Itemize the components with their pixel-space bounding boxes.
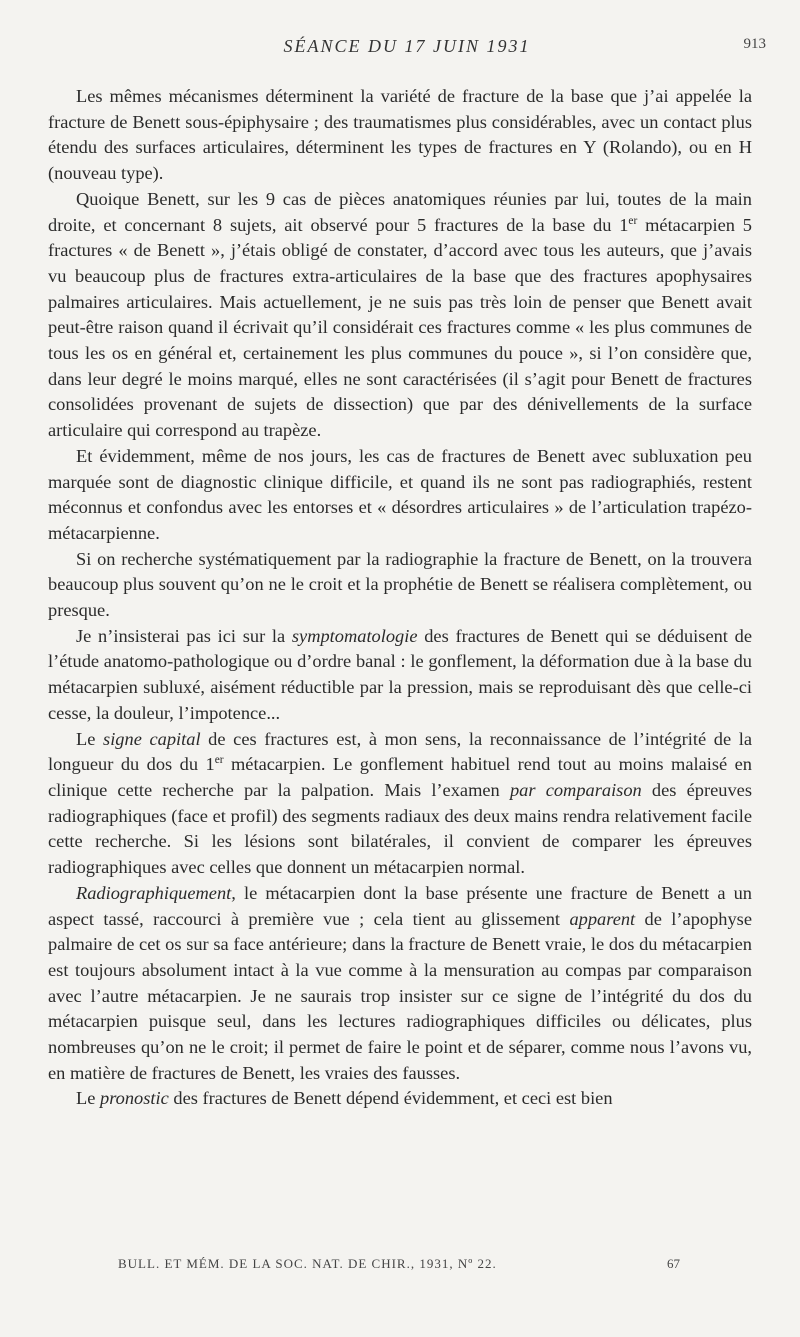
text-run: le métacarpien dont la base présente une fracture de Benett a un aspect tassé, raccourci à première vue ; cela tient au glissement — [48, 882, 752, 929]
italic-text: par comparaison — [509, 779, 642, 800]
text-run: Le — [76, 1088, 100, 1109]
superscript-text: er — [628, 214, 638, 227]
italic-text: pronostic — [100, 1088, 169, 1109]
text-run: Je n’insisterai pas ici sur la — [76, 625, 292, 646]
text-run: de ces fractures est, à mon sens, la reconnaissance de l’intégrité de la longueur du dos du 1 — [48, 728, 753, 775]
text-run: des fractures de Benett dépend évidemment, et ceci est bien — [168, 1088, 613, 1109]
text-run: Le — [76, 728, 104, 749]
paragraph — [48, 84, 752, 187]
paragraph — [48, 187, 752, 444]
body-text — [48, 84, 752, 1112]
footer-journal-reference: BULL. ET MÉM. DE LA SOC. NAT. DE CHIR., 1931, Nº 22. — [118, 1256, 497, 1271]
text-run: Si on recherche systématiquement par la radiographie la fracture de Benett, on la trouvera beaucoup plus souvent qu’on ne le croit et la prophétie de Benett se réalisera complètement, ou presque. — [48, 548, 752, 621]
text-run: de l’apophyse palmaire de cet os sur sa face antérieure; dans la fracture de Benett vraie, le dos du métacarpien est toujours absolument intact à la vue comme à la mensuration au compas par comparaison avec l’autre métacarpien. Je ne saurais trop insister sur ce signe de l’intégrité du dos du métacarpien puisque seul, dans les lectures radiographiques difficiles ou délicates, plus nombreuses qu’on ne le croit; il permet de faire le point et de séparer, comme nous l’avons vu, en matière de fractures de Benett, les vraies des fausses. — [48, 908, 752, 1083]
header-title: SÉANCE DU 17 JUIN 1931 — [283, 36, 531, 56]
paragraph — [48, 444, 752, 547]
page-footer — [118, 1256, 680, 1278]
italic-text: symptomatologie — [291, 625, 418, 646]
text-run: des épreuves radiographiques (face et profil) des segments radiaux des deux mains rendra relativement facile cette recherche. Si les lésions sont bilatérales, il convient de comparer les épreuves radiographiques avec celles que donnent un métacarpien normal. — [48, 779, 752, 878]
italic-text: signe capital — [103, 728, 201, 749]
page-number: 913 — [743, 36, 766, 52]
paragraph — [48, 547, 752, 624]
text-run: métacarpien 5 fractures « de Benett », j’étais obligé de constater, d’accord avec tous les auteurs, que j’avais vu beaucoup plus de fractures extra-articulaires de la base que des fractures apophysaires palmaires articulaires. Mais actuellement, je ne suis pas très loin de penser que Benett avait peut-être raison quand il écrivait qu’il considérait ces fractures comme « les plus communes de tous les os en général et, certainement les plus communes du pouce », si l’on considère que, dans leur degré le moins marqué, elles ne sont caractérisées (il s’agit pour Benett de fractures consolidées provenant de sujets de dissection) que par des dénivellements de la surface articulaire qui correspond au trapèze. — [48, 214, 752, 441]
text-run: Les mêmes mécanismes déterminent la variété de fracture de la base que j’ai appelée la fracture de Benett sous-épiphysaire ; des traumatismes plus considérables, avec un contact plus étendu des surfaces articulaires, déterminent les types de fractures en Y (Rolando), ou en H (nouveau type). — [48, 86, 752, 184]
text-run: Et évidemment, même de nos jours, les cas de fractures de Benett avec subluxation peu marquée sont de diagnostic clinique difficile, et quand ils ne sont pas radiographiés, restent méconnus et confondus avec les entorses et « désordres articulaires » de l’articulation trapézo-métacarpienne. — [48, 445, 752, 543]
text-run: des fractures de Benett qui se déduisent de l’étude anatomo-pathologique ou d’ordre banal : le gonflement, la déformation due à la base du métacarpien subluxé, aisément réductible par la pression, mais se reproduisant dès que celle-ci cesse, la douleur, l’impotence... — [48, 625, 752, 723]
paragraph — [48, 624, 752, 727]
paragraph — [48, 727, 752, 881]
text-run: métacarpien. Le gonflement habituel rend tout au moins malaisé en clinique cette recherche par la palpation. Mais l’examen — [48, 754, 752, 800]
paragraph — [48, 1086, 752, 1112]
italic-text: apparent — [569, 908, 636, 929]
superscript-text: er — [214, 754, 224, 767]
italic-text: Radiographiquement, — [76, 882, 236, 903]
text-run: Quoique Benett, sur les 9 cas de pièces anatomiques réunies par lui, toutes de la main droite, et concernant 8 sujets, ait observé pour 5 fractures de la base du 1 — [48, 188, 752, 235]
running-header — [48, 36, 766, 62]
paragraph — [48, 881, 752, 1087]
footer-sheet-number: 67 — [667, 1256, 680, 1271]
